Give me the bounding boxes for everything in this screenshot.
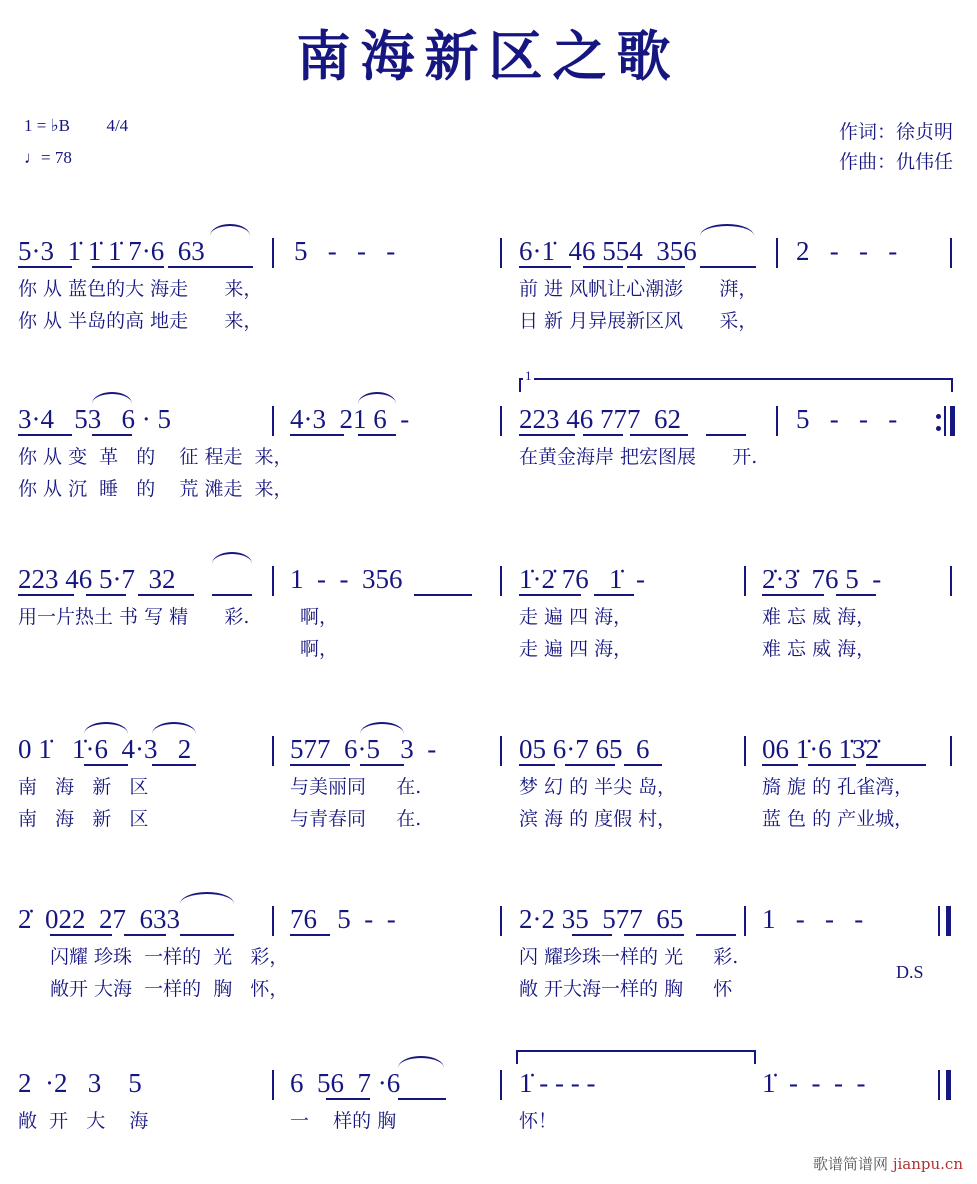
measure <box>18 904 289 1000</box>
measure <box>796 236 897 267</box>
barline <box>950 736 952 766</box>
lyric-line-1: 啊， <box>300 606 339 628</box>
credits <box>839 118 953 178</box>
measure <box>290 1068 401 1132</box>
barline <box>272 736 274 766</box>
lyric-line-1: 怀！ <box>519 1110 558 1132</box>
lyricist: 作词：徐贞明 <box>838 122 953 143</box>
lyric-line-2: 啊， <box>300 638 339 660</box>
final-barline <box>946 906 951 936</box>
beam-line <box>213 266 253 268</box>
note-row: 2·2 35 577 65 <box>519 904 684 934</box>
barline <box>272 238 274 268</box>
note-row: 3·4 53 6 · 5 <box>18 404 171 434</box>
lyric-line-2: 敞 开大海一样的 胸 怀 <box>519 978 733 1000</box>
note-row: 1̇ - - - - <box>519 1068 596 1098</box>
measure <box>290 734 437 830</box>
barline <box>272 566 274 596</box>
lyric-line-2: 你 从 沉 睡 的 荒 滩走 来， <box>18 478 293 500</box>
note-row: 4·3 21 6 - <box>290 404 410 434</box>
note-row: 1 - - - <box>762 904 864 934</box>
ds-marking: D.S <box>896 962 924 982</box>
lyric-line-2: 难 忘 威 海， <box>762 638 876 660</box>
watermark-label: 歌谱简谱网 <box>813 1155 889 1173</box>
lyric-line-1: 闪 耀珍珠一样的 光 彩. <box>519 946 739 968</box>
barline <box>944 406 946 436</box>
composer: 作曲：仇伟任 <box>838 152 953 173</box>
measure <box>519 564 645 660</box>
tie-mark <box>84 722 128 734</box>
beam-line <box>696 934 736 936</box>
music-system-5 <box>0 904 977 1024</box>
meta-left <box>24 116 128 168</box>
repeat-barline <box>950 406 955 436</box>
page-title: 南海新区之歌 <box>296 24 681 88</box>
note-row: 1̇ - - - - <box>762 1068 866 1098</box>
note-row: 1 - - 356 <box>290 564 403 594</box>
lyric-line-1: 南 海 新 区 <box>18 776 149 798</box>
note-row: 0 1̇ 1̇·6 4·3 2 <box>18 734 192 764</box>
measure <box>290 904 396 935</box>
measure <box>290 564 403 660</box>
barline <box>950 238 952 268</box>
barline <box>938 906 940 936</box>
lyric-line-2: 走 遍 四 海， <box>519 638 633 660</box>
lyric-line-1: 走 遍 四 海， <box>519 606 633 628</box>
lyric-line-1: 在黄金海岸 把宏图展 开. <box>519 446 758 468</box>
tie-bracket <box>516 1050 756 1064</box>
lyric-line-1: 一 样的 胸 <box>290 1110 397 1132</box>
lyric-line-2: 与青春同 在. <box>290 808 422 830</box>
final-barline <box>946 1070 951 1100</box>
lyric-line-1: 敞 开 大 海 <box>18 1110 149 1132</box>
lyric-line-1: 难 忘 威 海， <box>762 606 876 628</box>
note-row: 577 6·5 3 - <box>290 734 437 764</box>
beam-line <box>180 934 234 936</box>
barline <box>938 1070 940 1100</box>
tie-mark <box>210 224 250 236</box>
note-row: 6·1̇ 46 554 356 <box>519 236 697 266</box>
first-ending-bracket <box>519 368 953 392</box>
music-system-4 <box>0 734 977 854</box>
note-row: 2 ·2 3 5 <box>18 1068 142 1098</box>
tie-mark <box>398 1056 444 1068</box>
tie-mark <box>92 392 132 404</box>
note-row: 06 1̇·6 1̇3̇2̇ <box>762 734 879 764</box>
note-row: 223 46 777 62 <box>519 404 681 434</box>
lyric-line-2: 你 从 半岛的高 地走 来， <box>18 310 263 332</box>
music-system-3 <box>0 564 977 684</box>
lyric-line-1: 你 从 蓝色的大 海走 来， <box>18 278 263 300</box>
tie-mark <box>358 392 396 404</box>
tie-mark <box>360 722 404 734</box>
note-row: 5·3 1̇ 1̇ 1̇ 7·6 63 <box>18 236 205 266</box>
music-system-2 <box>0 368 977 514</box>
note-row: 76 5 - - <box>290 904 396 934</box>
note-row: 2̇·3̇ 76 5 - <box>762 564 882 594</box>
measure <box>762 1068 865 1099</box>
barline <box>744 906 746 936</box>
barline <box>744 736 746 766</box>
lyric-line-2: 敞开 大海 一样的 胸 怀， <box>50 978 289 1000</box>
barline <box>500 906 502 936</box>
barline <box>744 566 746 596</box>
watermark-site: jianpu.cn <box>892 1155 963 1173</box>
barline <box>776 238 778 268</box>
barline <box>500 238 502 268</box>
note-row: 1̇·2̇ 76 1̇ - <box>519 564 645 594</box>
measure <box>18 734 192 830</box>
time-signature: 4/4 <box>106 116 129 135</box>
note-row: 5 - - - <box>294 236 396 266</box>
lyric-line-1: 用一片热土 书 写 精 彩. <box>18 606 250 628</box>
barline <box>776 406 778 436</box>
measure <box>290 404 409 435</box>
measure <box>294 236 395 267</box>
lyric-line-1: 你 从 变 革 的 征 程走 来， <box>18 446 293 468</box>
lyric-line-1: 梦 幻 的 半尖 岛， <box>519 776 677 798</box>
note-row: 223 46 5·7 32 <box>18 564 176 594</box>
barline <box>500 736 502 766</box>
lyric-line-2: 南 海 新 区 <box>18 808 149 830</box>
barline <box>500 406 502 436</box>
tie-mark <box>212 552 252 564</box>
barline <box>500 1070 502 1100</box>
key-signature: 1 = ♭B <box>24 116 70 135</box>
note-row: 6 56 7 ·6 <box>290 1068 401 1098</box>
lyric-line-1: 前 进 风帆让心潮澎 湃， <box>519 278 758 300</box>
lyric-line-1: 旖 旎 的 孔雀湾， <box>762 776 914 798</box>
measure <box>519 734 677 830</box>
measure <box>762 904 863 935</box>
measure <box>762 564 882 660</box>
measure <box>18 1068 149 1132</box>
barline <box>272 906 274 936</box>
beam-line <box>398 1098 446 1100</box>
beam-line <box>414 594 472 596</box>
lyric-line-1: 闪耀 珍珠 一样的 光 彩， <box>50 946 289 968</box>
barline <box>272 1070 274 1100</box>
note-row: 2 - - - <box>796 236 898 266</box>
note-row: 2̇ 022 27 633 <box>18 904 180 934</box>
music-system-1 <box>0 236 977 346</box>
ending-number: 1 <box>525 368 532 383</box>
tie-mark <box>152 722 196 734</box>
barline <box>500 566 502 596</box>
lyric-line-2: 蓝 色 的 产业城， <box>762 808 914 830</box>
watermark <box>813 1153 963 1174</box>
tie-mark <box>700 224 754 236</box>
measure <box>796 404 897 435</box>
beam-line <box>212 594 252 596</box>
tempo-marking: ♩= 78 <box>24 148 72 167</box>
barline <box>272 406 274 436</box>
lyric-line-1: 与美丽同 在. <box>290 776 422 798</box>
measure <box>18 564 250 628</box>
measure <box>519 236 758 332</box>
note-row: 5 - - - <box>796 404 898 434</box>
measure <box>18 404 293 500</box>
measure <box>762 734 914 830</box>
measure <box>18 236 263 332</box>
measure <box>519 904 739 1000</box>
barline <box>950 566 952 596</box>
lyric-line-2: 滨 海 的 度假 村， <box>519 808 677 830</box>
lyric-line-2: 日 新 月异展新区风 采， <box>519 310 758 332</box>
measure <box>519 1068 596 1132</box>
measure <box>519 404 758 468</box>
tie-mark <box>180 892 234 904</box>
beam-line <box>706 434 746 436</box>
beam-line <box>700 266 756 268</box>
note-row: 05 6·7 65 6 <box>519 734 650 764</box>
